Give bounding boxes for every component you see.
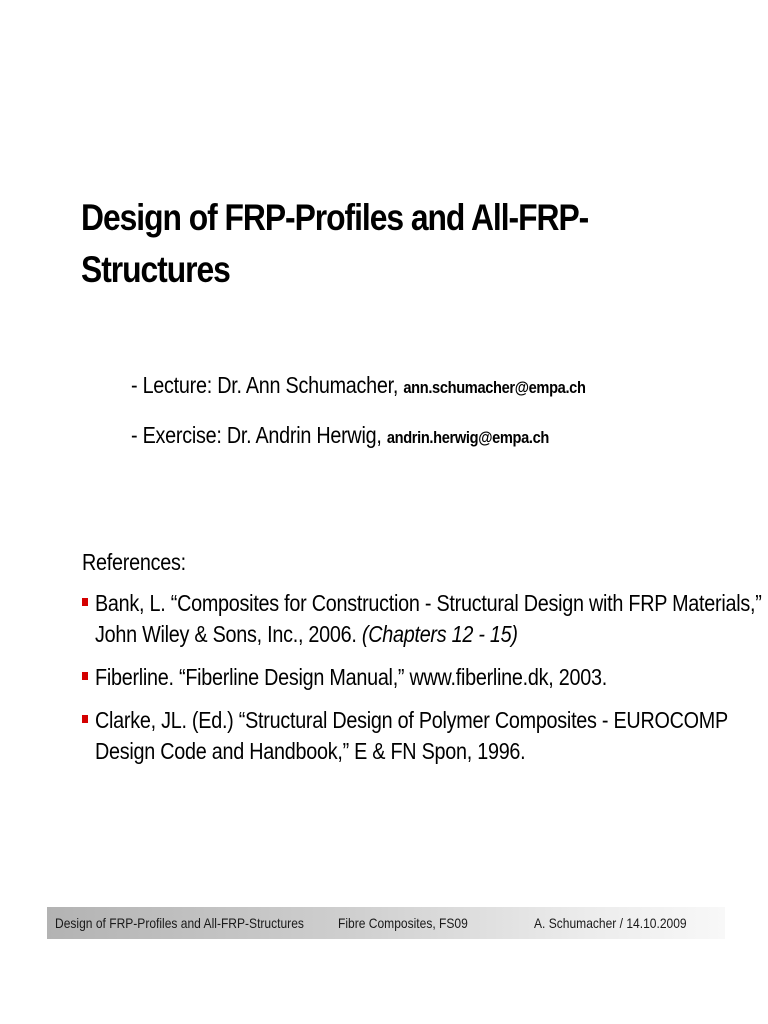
reference-item-clarke bbox=[82, 705, 768, 767]
reference-line: Fiberline. “Fiberline Design Manual,” www.fiberline.dk, 2003. bbox=[95, 664, 607, 690]
bullet-icon bbox=[82, 715, 88, 723]
contact-exercise-email: andrin.herwig@empa.ch bbox=[386, 428, 550, 447]
reference-line: Clarke, JL. (Ed.) “Structural Design of Polymer Composites - EUROCOMP bbox=[95, 707, 728, 733]
reference-item-fiberline bbox=[82, 662, 768, 693]
slide-title bbox=[81, 192, 614, 296]
contact-exercise bbox=[131, 422, 586, 448]
reference-line: Bank, L. “Composites for Construction - Structural Design with FRP Materials,” bbox=[95, 590, 762, 616]
bullet-icon bbox=[82, 598, 88, 606]
reference-text bbox=[95, 662, 677, 693]
bullet-icon bbox=[82, 672, 88, 680]
contact-lecture-email: ann.schumacher@empa.ch bbox=[403, 378, 586, 397]
contact-list bbox=[131, 372, 660, 448]
contact-lecture-label: - Lecture: Dr. Ann Schumacher, bbox=[131, 372, 399, 398]
footer-author-date: A. Schumacher / 14.10.2009 bbox=[534, 915, 687, 931]
slide-title-line-2: Structures bbox=[81, 249, 230, 290]
reference-chapters: (Chapters 12 - 15) bbox=[361, 621, 518, 647]
reference-line: Design Code and Handbook,” E & FN Spon, 1996. bbox=[95, 738, 526, 764]
contact-lecture bbox=[131, 372, 586, 398]
references-section bbox=[82, 548, 768, 767]
reference-line-text: John Wiley & Sons, Inc., 2006. bbox=[95, 621, 362, 647]
reference-item-bank bbox=[82, 588, 768, 650]
footer-course-name: Fibre Composites, FS09 bbox=[338, 915, 468, 931]
references-heading: References: bbox=[82, 549, 186, 575]
slide-title-line-1: Design of FRP-Profiles and All-FRP- bbox=[81, 197, 589, 238]
reference-text bbox=[95, 588, 762, 650]
contact-exercise-label: - Exercise: Dr. Andrin Herwig, bbox=[131, 422, 382, 448]
footer-course-title: Design of FRP-Profiles and All-FRP-Structures bbox=[55, 915, 304, 931]
reference-text bbox=[95, 705, 728, 767]
slide-footer bbox=[47, 907, 725, 939]
reference-line bbox=[95, 619, 677, 650]
